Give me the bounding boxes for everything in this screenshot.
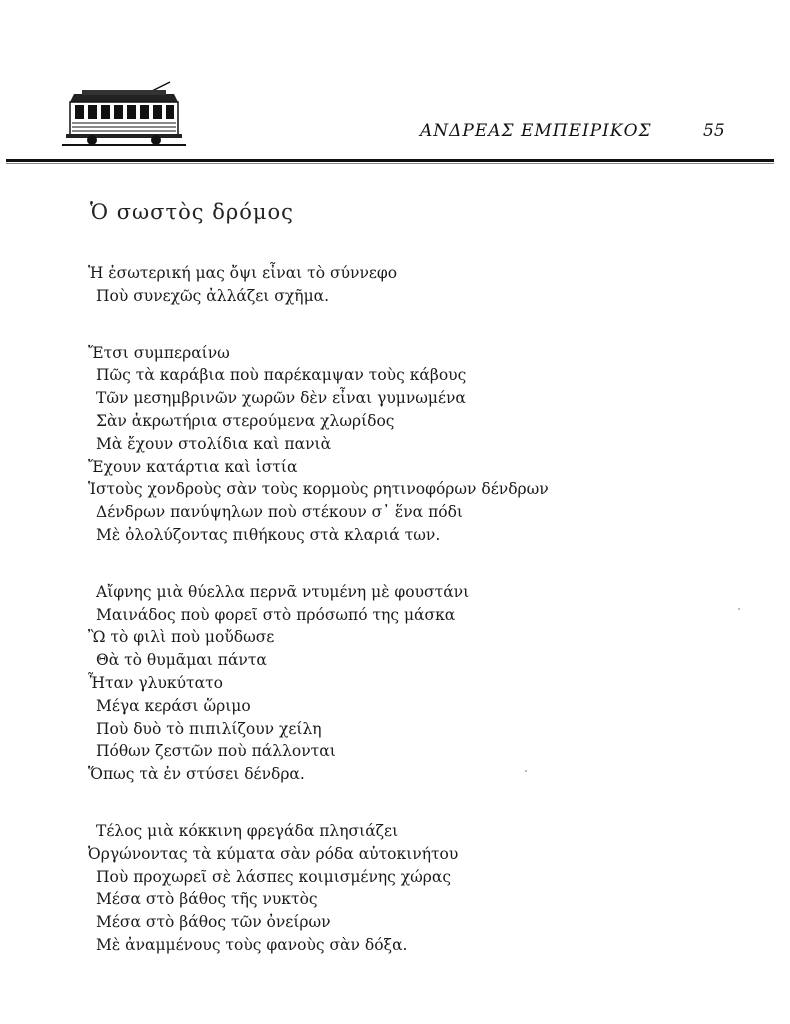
paper-speck	[525, 770, 527, 772]
poem-title: Ὁ σωστὸς δρόμος	[90, 200, 294, 224]
poem-line: Ὀργώνοντας τὰ κύματα σὰν ρόδα αὐτοκινήτου	[88, 844, 459, 863]
stanza-1	[88, 262, 768, 308]
stanza-2	[88, 342, 768, 547]
poem-line: Ποὺ συνεχῶς ἀλλάζει σχῆμα.	[96, 286, 330, 305]
poem-line: Ἱστοὺς χονδροὺς σὰν τοὺς κορμοὺς ρητινοφόρων δένδρων	[88, 480, 549, 499]
page-number: 55	[703, 121, 725, 141]
poem-line: Μὲ ὀλολύζοντας πιθήκους στὰ κλαριά των.	[96, 525, 441, 544]
poem-line: Τέλος μιὰ κόκκινη φρεγάδα πλησιάζει	[96, 821, 399, 840]
poem-line: Πῶς τὰ καράβια ποὺ παρέκαμψαν τοὺς κάβους	[96, 366, 467, 385]
poem-line: Μέσα στὸ βάθος τῶν ὀνείρων	[96, 913, 331, 932]
poem-line: Τῶν μεσημβρινῶν χωρῶν δὲν εἶναι γυμνωμένα	[96, 389, 466, 408]
poem-line: Ποὺ δυὸ τὸ πιπιλίζουν χείλη	[96, 719, 322, 738]
stanza-4	[88, 820, 768, 957]
poem-line: Πόθων ζεστῶν ποὺ πάλλονται	[96, 742, 336, 761]
poem-line: Σὰν ἀκρωτήρια στερούμενα χλωρίδος	[96, 411, 395, 430]
poem-line: Ὢ τὸ φιλὶ ποὺ μοὔδωσε	[88, 628, 275, 647]
stanza-3	[88, 581, 768, 786]
poem-line: Μὲ ἀναμμένους τοὺς φανοὺς σὰν δόξα.	[96, 935, 408, 954]
poem-line: Θὰ τὸ θυμᾶμαι πάντα	[96, 651, 267, 670]
poem-line: Ὅπως τὰ ἐν στύσει δένδρα.	[88, 765, 305, 784]
header-rule	[6, 159, 774, 162]
paper-speck	[738, 608, 740, 610]
poem-body	[88, 262, 768, 981]
tram-illustration	[62, 80, 186, 150]
poem-line: Δένδρων πανύψηλων ποὺ στέκουν σ᾿ ἕνα πόδι	[96, 503, 463, 522]
poem-line: Μαινάδος ποὺ φορεῖ στὸ πρόσωπό της μάσκα	[96, 605, 456, 624]
page-header	[0, 0, 790, 170]
poem-line: Ποὺ προχωρεῖ σὲ λάσπες κοιμισμένης χώρας	[96, 867, 452, 886]
poem-line: Μέσα στὸ βάθος τῆς νυκτὸς	[96, 890, 318, 909]
poem-line: Μὰ ἔχουν στολίδια καὶ πανιὰ	[96, 434, 332, 453]
poem-line: Ἔτσι συμπεραίνω	[88, 343, 230, 362]
poem-line: Μέγα κεράσι ὥριμο	[96, 696, 251, 715]
poem-line: Ἔχουν κατάρτια καὶ ἱστία	[88, 457, 298, 476]
poem-line: Ἦταν γλυκύτατο	[88, 673, 223, 692]
running-head-author: ΑΝΔΡΕΑΣ ΕΜΠΕΙΡΙΚΟΣ	[420, 121, 652, 141]
poem-line: Ἡ ἐσωτερική μας ὄψι εἶναι τὸ σύννεφο	[88, 264, 398, 282]
poem-line: Αἴφνης μιὰ θύελλα περνᾶ ντυμένη μὲ φουστάνι	[96, 582, 470, 601]
header-rule-thin	[6, 163, 774, 164]
